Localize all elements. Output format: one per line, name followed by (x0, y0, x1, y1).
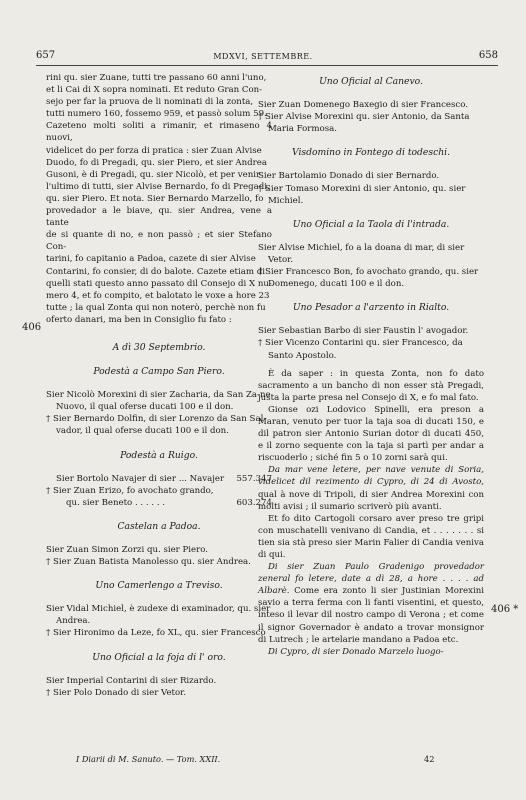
paragraph: Gionse ozi Lodovico Spinelli, era preson a Maran, venuto per tuor la taja soa di ducati 150, e dil patron sier Antonio Surian dotor di ducati 450, e il zorno sequente con la taja si partì per andar a riscuoderlo ; siché fin 5 o 10 zorni sarà qui. (258, 404, 484, 464)
section-title: Uno Oficial a la Taola di l'intrada. (292, 218, 450, 230)
candidate-entry: † Sier Bernardo Dolfin, di sier Lorenzo da San Sal-vador, il qual oferse ducati 100 e il don. (46, 414, 267, 437)
italic-lead: Da mar vene letere, per nave venute di Soria, videlicet dil rezimento di Cypro, di 24 di Avosto, (258, 465, 484, 488)
text-line: Contarini, fo consier, di do balote. Cazete etiam di (46, 266, 266, 277)
paragraph (258, 561, 484, 646)
header-rule (36, 65, 498, 66)
text-line: mero 4, et fo compito, et balotato le voxe a hore 23 (46, 290, 270, 301)
text-line: sejo per far la pruova de li nominati di la zonta, (46, 97, 254, 108)
text-line: rini qu. sier Zuane, tutti tre passano 60 anni l'uno, (46, 73, 267, 83)
text-line: et li Cai di X sopra nominati. Et reduto Gran Con- (46, 85, 263, 96)
candidate-entry: Sier Imperial Contarini di sier Rizardo. (46, 675, 217, 686)
italic-lead: Di Cypro, di sier Donado Marzelo luogo- (268, 646, 444, 657)
section-title: Uno Oficial al Canevo. (319, 76, 423, 87)
candidate-entry: Sier Alvise Michiel, fo a la doana di mar, di sier Vetor. (258, 242, 465, 265)
paragraph: È da saper : in questa Zonta, non fo dato sacramento a un bancho di non esser stà Pregadi, justa la parte presa nel Consejo di X, e fo mal fato. (258, 368, 484, 403)
text-line: oferto danari, ma ben in Consiglio fu fato : (46, 314, 232, 325)
right-column (258, 72, 484, 658)
candidate-entry: Sier Sebastian Barbo di sier Faustin l' avogador. (258, 326, 469, 337)
candidate-entry: Sier Zuan Domenego Baxegio di sier Francesco. (258, 100, 468, 111)
text-line: tarini, fo capitanio a Padoa, cazete di sier Alvise (46, 254, 256, 265)
text-line: Duodo, fo di Pregadi, qu. sier Piero, et sier Andrea (46, 157, 267, 168)
signature-mark: 42 (424, 754, 435, 764)
text-line: Gusoni, è di Pregadi, qu. sier Nicolò, et per venir (46, 169, 261, 180)
footer-title: I Diarii di M. Sanuto. — Tom. XXII. (76, 754, 221, 764)
text-line: qu. sier Piero. Et nota. Sier Bernardo Marzello, fo (46, 193, 264, 204)
section-title: Uno Camerlengo a Treviso. (95, 580, 223, 592)
page-number-right: 658 (478, 50, 498, 61)
text-line: videlicet do per forza di pratica : sier Zuan Alvise (46, 145, 262, 156)
vote-line (46, 485, 272, 497)
candidate-entry: † Sier Hironimo da Leze, fo XL, qu. sier Francesco (46, 628, 266, 639)
paragraph-text: Come era zonto li sier Justinian Morexini savio a terra ferma con li fanti visentini, et questo, inteso il levar dil nostro campo di Verona ; et come il signor Governador è andato a trovar monsignor di Lutrech ; le artelarie mandano a Padoa etc. (258, 586, 484, 645)
section-title: Podestà a Campo San Piero. (93, 366, 225, 378)
date-heading: A dì 30 Septembrio. (112, 341, 206, 353)
running-header: MDXVI, SETTEMBRE. (213, 52, 313, 61)
candidate-entry: † Sier Vicenzo Contarini qu. sier Francesco, da Santo Apostolo. (258, 338, 463, 361)
candidate-name: Sier Bortolo Navajer di sier ... Navajer (56, 473, 225, 484)
paragraph (258, 646, 484, 658)
text-line: tutti numero 160, fossemo 959, et passò solum 59. (46, 109, 267, 120)
section-title: Podestà a Ruigo. (120, 449, 198, 461)
paragraph: Et fo dito Cartogoli corsaro aver preso tre gripi con muschatelli venivano di Candia, et . . . . . . . si tien sia stà preso sier Marin Falier di Candia veniva di qui. (258, 513, 484, 560)
italic-lead: Di sier Zuan Paulo Gradenigo provedador zeneral fo letere, date a dì 28, a hore . . . . ad Albarè. (258, 562, 484, 597)
paragraph-text: qual à nove di Tripoli, di sier Andrea Morexini con molti avisi ; il sumario scriverò più avanti. (258, 489, 484, 512)
vote-count: 603.274 (236, 497, 272, 508)
page-number-left: 657 (36, 50, 56, 61)
margin-note-right: 406 * (491, 604, 519, 615)
candidate-entry: Sier Vidal Michiel, è zudexe di examinador, qu. sier Andrea. (46, 604, 271, 627)
left-column (46, 72, 272, 699)
text-line: quelli stati questo anno passato dil Consejo di X nu- (46, 278, 272, 289)
text-line: Cazeteno molti soliti a rimanir, et rimaseno 4 nuovi, (46, 121, 272, 144)
vote-count: 557.347 (236, 473, 272, 484)
paragraph (258, 464, 484, 512)
text-line: l'ultimo di tutti, sier Alvise Bernardo, fo di Pregadi, (46, 181, 270, 192)
margin-note-left: 406 (22, 322, 42, 333)
section-title: Uno Pesador a l'arzento in Rialto. (292, 302, 450, 314)
section-title: Uno Oficial a la foja di l' oro. (92, 651, 226, 663)
candidate-entry: † Sier Alvise Morexini qu. sier Antonio, da Santa Maria Formosa. (258, 112, 470, 135)
candidate-entry: † Sier Zuan Batista Manolesso qu. sier Andrea. (46, 557, 251, 568)
candidate-name: qu. sier Beneto . . . . . . (66, 497, 166, 508)
candidate-name: † Sier Zuan Erizo, fo avochato grando, (46, 485, 214, 496)
vote-line (46, 497, 272, 509)
section-title: Castelan a Padoa. (117, 520, 201, 532)
candidate-entry: † Sier Francesco Bon, fo avochato grando, qu. sier Domenego, ducati 100 e il don. (258, 267, 479, 290)
text-line: provedador a le biave, qu. sier Andrea, vene a tante (46, 206, 272, 229)
candidate-entry: Sier Bartolamio Donado di sier Bernardo. (258, 171, 440, 182)
candidate-entry: † Sier Tomaso Morexini di sier Antonio, qu. sier Michiel. (258, 183, 466, 206)
candidate-entry: † Sier Polo Donado di sier Vetor. (46, 687, 187, 698)
candidate-entry: Sier Nicolò Morexini di sier Zacharia, da San Za-ne Nuovo, il qual oferse ducati 100 e il don. (46, 390, 271, 413)
candidate-entry: Sier Zuan Simon Zorzi qu. sier Piero. (46, 545, 209, 555)
vote-line (46, 473, 272, 485)
text-line: de si quante di no, e non passò ; et sier Stefano Con- (46, 230, 272, 253)
section-title: Visdomino in Fontego di todeschi. (291, 147, 451, 159)
text-line: tutte ; la qual Zonta qui non noterò, perchè non fu (46, 302, 266, 313)
